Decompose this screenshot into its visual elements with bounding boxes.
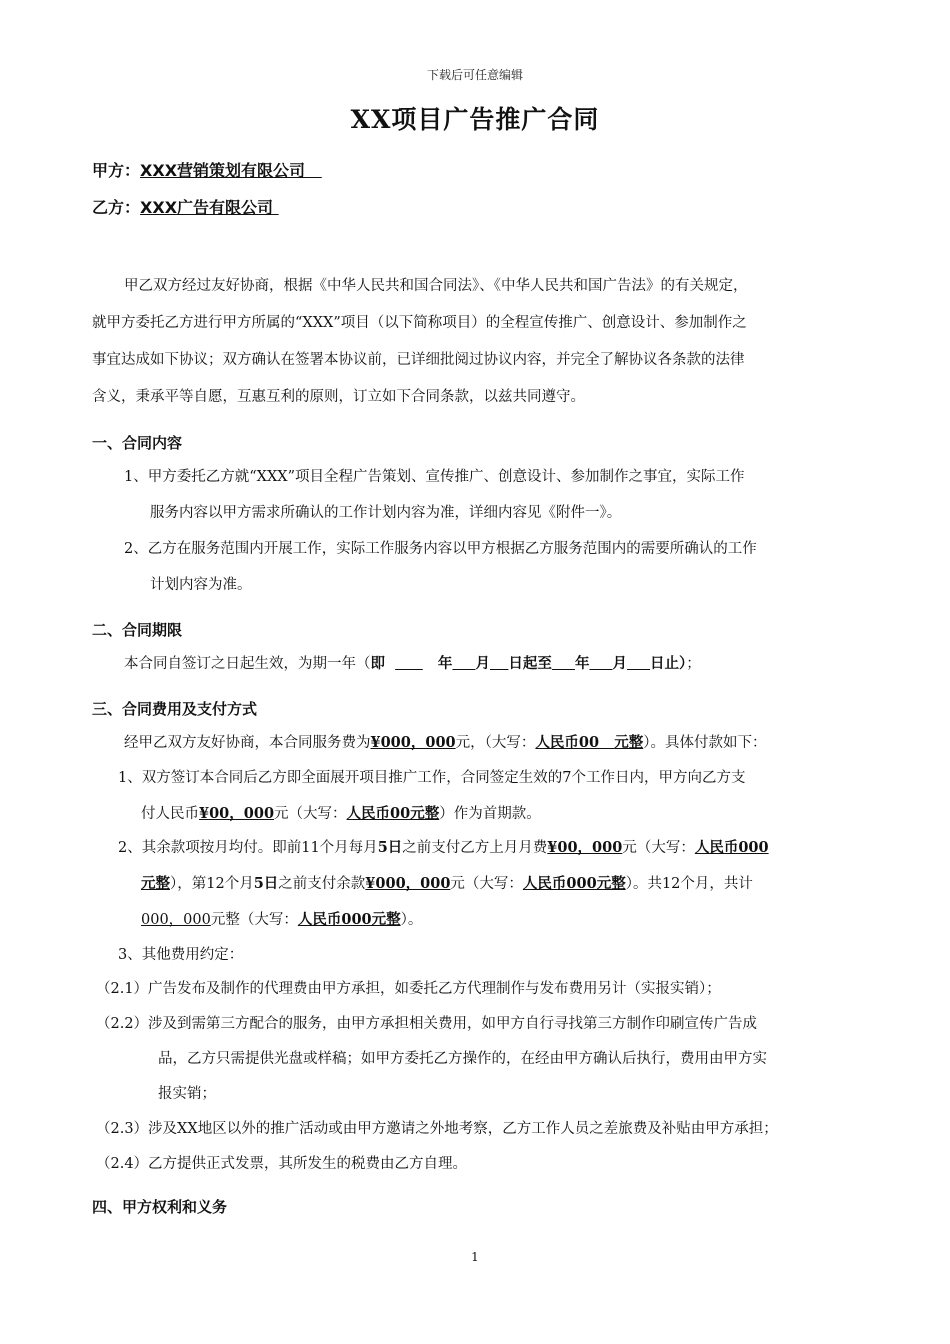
section-4-heading: 四、甲方权利和义务	[92, 1198, 228, 1216]
s1-item-1-line-1: 1、甲方委托乙方就“XXX”项目全程广告策划、宣传推广、创意设计、参加制作之事宜，实际工作	[124, 469, 745, 485]
s3-item-2-line-1	[118, 836, 769, 857]
s3-c3: 元（大写：	[274, 806, 347, 822]
s2-b7: 日止）	[650, 655, 687, 672]
s3-balance: ¥000，000	[365, 875, 451, 892]
intro-line-2: 就甲方委托乙方进行甲方所属的“XXX”项目（以下简称项目）的全程宣传推广、创意设计、参加制作之	[92, 315, 747, 331]
s3-a5: 元整	[614, 734, 644, 751]
section-1-heading: 一、合同内容	[92, 434, 183, 452]
s3-item-1-line-1: 1、双方签订本合同后乙方即全面展开项目推广工作，合同签定生效的7个工作日内，甲方向乙方支	[118, 770, 746, 786]
s3-d3: 之前支付乙方上月月费	[402, 840, 548, 856]
s3-d2: 5日	[377, 839, 403, 856]
s3-a1: 经甲乙双方友好协商，本合同服务费为	[124, 735, 371, 751]
s3-a4: 人民币00	[535, 734, 600, 751]
s3-e8: ）。共12个月，共计	[625, 876, 753, 892]
s1-item-1-line-2: 服务内容以甲方需求所确认的工作计划内容为准，详细内容见《附件一》。	[150, 505, 622, 521]
s3-c5: ）作为首期款。	[439, 806, 541, 822]
s3-d1: 2、其余款项按月均付。即前11个月每月	[118, 840, 378, 856]
s3-item-3: 3、其他费用约定：	[118, 947, 244, 963]
s3-c4: 人民币00元整	[346, 805, 440, 822]
s3-2-2-line-3: 报实销；	[158, 1086, 216, 1102]
document-title: XX项目广告推广合同	[350, 105, 600, 134]
s3-a6: ）。具体付款如下：	[643, 735, 767, 751]
s2-end: ；	[686, 656, 701, 672]
party-b	[92, 195, 279, 218]
page-number: 1	[471, 1250, 479, 1264]
s2-term-line	[124, 652, 701, 673]
s3-c1: 付人民币	[141, 806, 199, 822]
party-a-label: 甲方：	[92, 161, 141, 180]
party-a-name: XXX营销策划有限公司	[140, 161, 306, 180]
s3-e4: 之前支付余款	[278, 876, 366, 892]
s3-item-2-line-3	[141, 908, 422, 929]
s3-e2: ），第12个月	[170, 876, 254, 892]
s3-2-3: （2.3）涉及XX地区以外的推广活动或由甲方邀请之外地考察，乙方工作人员之差旅费及补贴由甲方承担；	[96, 1121, 778, 1137]
s2-b6: 月	[612, 655, 627, 672]
s3-f4: ）。	[400, 912, 423, 928]
s3-e7: 人民币000元整	[522, 875, 626, 892]
s2-b5: 年	[574, 655, 590, 672]
s2-b4: 日起至	[508, 655, 552, 672]
s3-e1: 元整	[141, 875, 170, 892]
section-2-heading: 二、合同期限	[92, 621, 183, 639]
s1-item-2-line-1: 2、乙方在服务范围内开展工作，实际工作服务内容以甲方根据乙方服务范围内的需要所确认的工作	[124, 541, 757, 557]
header-note: 下载后可任意编辑	[426, 68, 523, 82]
s3-2-1: （2.1）广告发布及制作的代理费由甲方承担，如委托乙方代理制作与发布费用另计（实报实销）；	[96, 981, 721, 997]
party-b-name: XXX广告有限公司	[140, 198, 274, 217]
party-b-label: 乙方：	[92, 198, 141, 217]
s3-d6: 人民币000	[694, 839, 769, 856]
party-a	[92, 158, 322, 181]
s2-b1: 即	[370, 655, 385, 672]
intro-line-1: 甲乙双方经过友好协商，根据《中华人民共和国合同法》、《中华人民共和国广告法》的有关规定，	[124, 278, 748, 294]
intro-line-4: 含义，秉承平等自愿，互惠互利的原则，订立如下合同条款，以兹共同遵守。	[92, 389, 585, 405]
s3-f3: 人民币000元整	[297, 911, 401, 928]
s3-2-2-line-1: （2.2）涉及到需第三方配合的服务，由甲方承担相关费用，如甲方自行寻找第三方制作印刷宣传广告成	[96, 1016, 758, 1032]
s3-a3: 元，（大写：	[455, 735, 536, 751]
s3-e3: 5日	[253, 875, 279, 892]
s3-first-payment: ¥00，000	[199, 805, 275, 822]
intro-line-3: 事宜达成如下协议；双方确认在签署本协议前，已详细批阅过协议内容，并完全了解协议各条款的法律	[92, 352, 745, 368]
s3-d5: 元（大写：	[622, 840, 695, 856]
s3-fee-total: ¥000，000	[370, 734, 456, 751]
s3-monthly-fee: ¥00，000	[547, 839, 623, 856]
s1-item-2-line-2: 计划内容为准。	[150, 577, 252, 593]
s3-2-4: （2.4）乙方提供正式发票，其所发生的税费由乙方自理。	[96, 1156, 468, 1172]
s2-pre: 本合同自签订之日起生效，为期一年（	[124, 656, 371, 672]
s3-item-2-line-2	[141, 872, 753, 893]
s3-f2: 元整（大写：	[210, 912, 298, 928]
s3-total: 000，000	[141, 912, 211, 928]
s3-item-1-line-2	[141, 802, 541, 823]
s3-2-2-line-2: 品，乙方只需提供光盘或样稿；如甲方委托乙方操作的，在经由甲方确认后执行，费用由甲方实	[158, 1051, 767, 1067]
section-3-heading: 三、合同费用及支付方式	[92, 700, 258, 718]
s2-b3: 月	[475, 655, 490, 672]
s3-fee-line	[124, 731, 766, 752]
s3-e6: 元（大写：	[450, 876, 523, 892]
s2-b2: 年	[437, 655, 453, 672]
